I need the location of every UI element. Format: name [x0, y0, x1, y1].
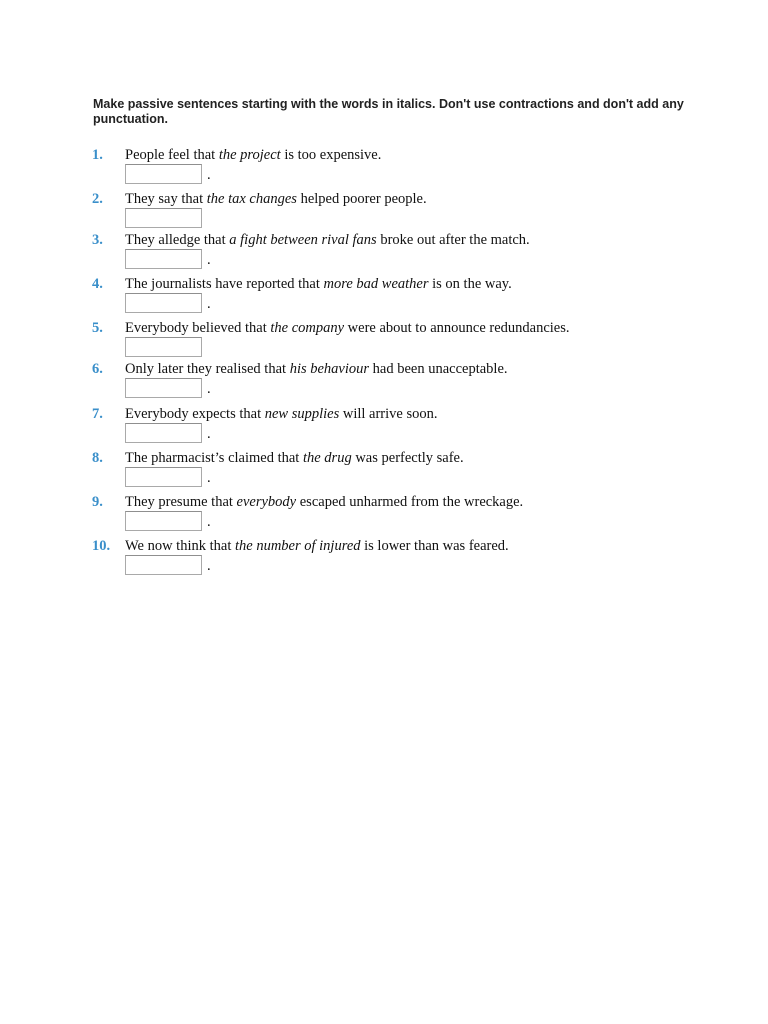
italic-phrase: new supplies — [264, 406, 340, 422]
italic-phrase: the company — [270, 320, 345, 336]
question-sentence: Everybody believed that the company were about to announce redundancies. — [125, 320, 570, 336]
answer-input[interactable] — [125, 208, 202, 228]
question-sentence: They alledge that a fight between rival fans broke out after the match. — [125, 232, 530, 248]
italic-phrase: his behaviour — [289, 361, 370, 377]
answer-input[interactable] — [125, 555, 202, 575]
sentence-period: . — [207, 514, 211, 530]
question-item — [0, 537, 768, 581]
answer-input[interactable] — [125, 378, 202, 398]
answer-input[interactable] — [125, 511, 202, 531]
question-sentence: The pharmacist’s claimed that the drug was perfectly safe. — [125, 450, 464, 466]
italic-phrase: the tax changes — [206, 191, 297, 207]
italic-phrase: everybody — [236, 494, 297, 510]
question-item — [0, 275, 768, 319]
question-sentence: They presume that everybody escaped unharmed from the wreckage. — [125, 494, 524, 510]
sentence-period: . — [207, 558, 211, 574]
question-sentence: People feel that the project is too expensive. — [125, 147, 382, 163]
question-sentence: They say that the tax changes helped poorer people. — [125, 191, 427, 207]
answer-input[interactable] — [125, 164, 202, 184]
question-number: 4. — [92, 276, 103, 292]
sentence-period: . — [207, 252, 211, 268]
answer-input[interactable] — [125, 423, 202, 443]
sentence-period: . — [207, 470, 211, 486]
question-number: 1. — [92, 147, 103, 163]
question-item — [0, 405, 768, 449]
italic-phrase: the project — [218, 147, 281, 163]
sentence-period: . — [207, 426, 211, 442]
question-item — [0, 319, 768, 363]
answer-input[interactable] — [125, 249, 202, 269]
question-sentence: We now think that the number of injured is lower than was feared. — [125, 538, 509, 554]
instructions-text: Make passive sentences starting with the words in italics. Don't use contractions and don't add any punctuation. — [93, 97, 684, 126]
question-number: 9. — [92, 494, 103, 510]
question-sentence: The journalists have reported that more bad weather is on the way. — [125, 276, 512, 292]
question-item — [0, 360, 768, 404]
sentence-period: . — [207, 381, 211, 397]
italic-phrase: the number of injured — [234, 538, 361, 554]
answer-input[interactable] — [125, 337, 202, 357]
question-number: 3. — [92, 232, 103, 248]
question-number: 2. — [92, 191, 103, 207]
sentence-period: . — [207, 296, 211, 312]
question-item — [0, 190, 768, 234]
italic-phrase: the drug — [302, 450, 352, 466]
question-number: 7. — [92, 406, 103, 422]
sentence-period: . — [207, 167, 211, 183]
italic-phrase: more bad weather — [323, 276, 429, 292]
answer-input[interactable] — [125, 293, 202, 313]
question-item — [0, 231, 768, 275]
question-number: 5. — [92, 320, 103, 336]
question-item — [0, 146, 768, 190]
italic-phrase: a fight between rival fans — [229, 232, 377, 248]
question-number: 10. — [92, 538, 111, 554]
question-item — [0, 493, 768, 537]
answer-input[interactable] — [125, 467, 202, 487]
question-number: 8. — [92, 450, 103, 466]
question-item — [0, 449, 768, 493]
question-number: 6. — [92, 361, 103, 377]
question-sentence: Everybody expects that new supplies will arrive soon. — [125, 406, 438, 422]
question-sentence: Only later they realised that his behaviour had been unacceptable. — [125, 361, 508, 377]
